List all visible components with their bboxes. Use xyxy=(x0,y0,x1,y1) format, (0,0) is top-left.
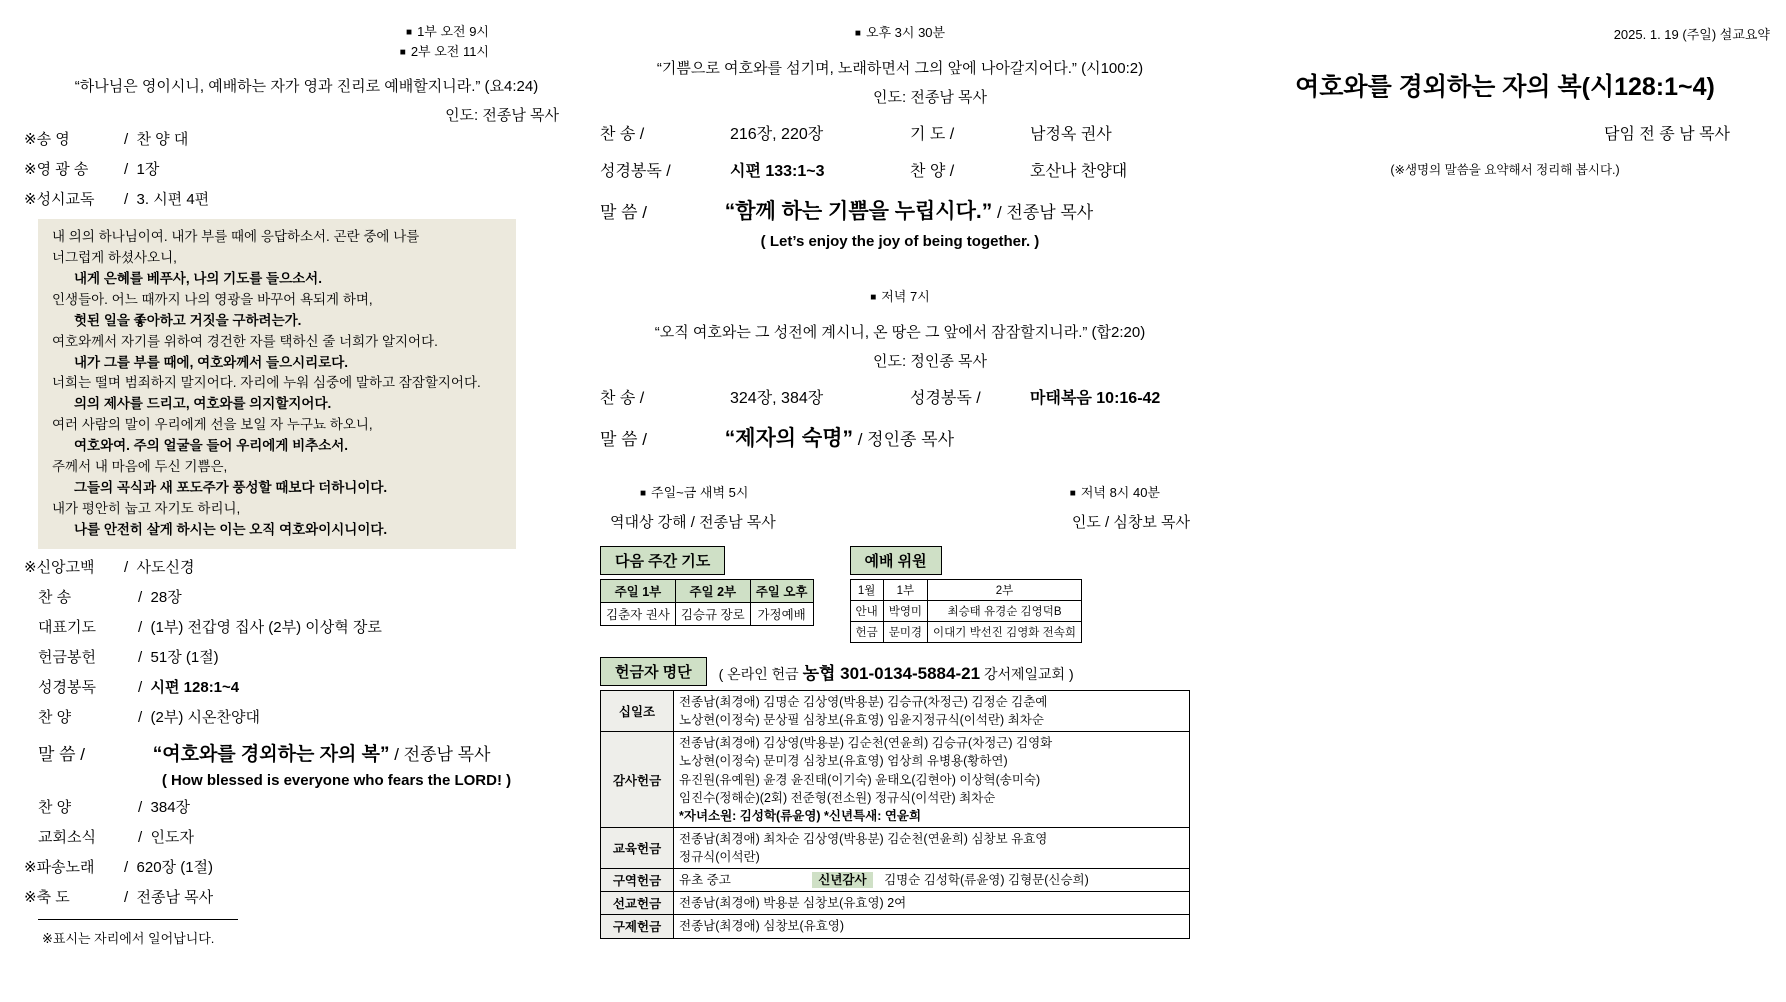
order-sep: / xyxy=(124,191,137,208)
donor-line: 임진수(정해순)(2회) 전준형(전소원) 정규식(이석란) 최차순 xyxy=(679,790,996,805)
order-value: 찬 양 대 xyxy=(136,131,189,148)
prayer-block xyxy=(600,532,814,626)
responsive-line: 너희는 떨며 범죄하지 말지어다. 자리에 누워 심중에 말하고 잠잠할지어다. xyxy=(52,375,481,391)
dawn-and-night-times xyxy=(600,482,1200,501)
order-sep: / xyxy=(138,798,151,816)
responsive-line: 내가 평안히 눕고 자기도 하리니, xyxy=(52,500,241,516)
afternoon-time-label: 오후 3시 30분 xyxy=(865,25,946,40)
order-label: ※파송노래 xyxy=(24,858,95,876)
scripture-value: 시편 133:1~3 xyxy=(730,163,825,180)
donor-line: 정규식(이석란) xyxy=(679,850,760,864)
footnote: ※표시는 자리에서 일어납니다. xyxy=(42,930,215,946)
order-item xyxy=(24,613,589,643)
order-list-middle xyxy=(24,553,589,733)
donor-category: 교육헌금 xyxy=(601,827,674,868)
prayer-value: 김승규 장로 xyxy=(675,603,750,626)
responsive-reading xyxy=(38,219,516,549)
donor-category: 구제헌금 xyxy=(601,915,674,938)
table-row xyxy=(601,580,814,603)
dawn-and-night-details xyxy=(600,511,1200,532)
order-sep: / xyxy=(124,161,137,178)
order-label: 찬 송 xyxy=(38,588,72,606)
order-item xyxy=(24,883,589,913)
order-sep: / xyxy=(138,588,151,606)
responsive-line: 주께서 내 마음에 두신 기쁨은, xyxy=(52,459,228,475)
sermon-label: 말 씀 / xyxy=(600,203,648,222)
responsive-line: 의의 제사를 드리고, 여호와를 의지할지어다. xyxy=(74,396,332,412)
table-row xyxy=(850,580,1081,601)
committee-role: 헌금 xyxy=(850,622,883,643)
evening-row xyxy=(600,385,1200,408)
bank-account: 농협 301-0134-5884-21 xyxy=(802,664,981,683)
order-item xyxy=(24,853,589,883)
prayer-header: 주일 1부 xyxy=(601,580,676,603)
prayer-and-committee xyxy=(600,532,1200,643)
donor-line: 노상현(이정숙) 문미경 심창보(유효영) 엄상희 유병용(황하연) xyxy=(679,754,1008,769)
order-item xyxy=(24,583,589,613)
committee-part1: 박영미 xyxy=(883,601,927,622)
table-row xyxy=(601,869,1190,892)
sermon-preacher: / 정인종 목사 xyxy=(857,430,955,449)
responsive-line: 여호와여. 주의 얼굴을 들어 우리에게 비추소서. xyxy=(74,438,349,454)
evening-time-label: 저녁 7시 xyxy=(881,289,930,304)
order-sep: / xyxy=(124,558,137,576)
order-value: 51장 (1절) xyxy=(150,648,219,666)
order-item xyxy=(24,703,589,733)
donor-line: 유초 중고 xyxy=(679,873,731,888)
square-bullet-icon: ■ xyxy=(854,28,861,40)
choir-label: 찬 양 / xyxy=(910,163,955,180)
order-value: 인도자 xyxy=(150,828,194,846)
order-sep: / xyxy=(138,708,151,726)
order-value: (1부) 전갑영 집사 (2부) 이상혁 장로 xyxy=(150,618,382,636)
scripture-label: 성경봉독 / xyxy=(600,163,671,180)
donor-line: 노상현(이정숙) 문상필 심창보(유효영) 임윤지정규식(이석란) 최차순 xyxy=(679,713,1044,728)
table-row xyxy=(601,691,1190,732)
responsive-line: 여호와께서 자기를 위하여 경건한 자를 택하신 줄 너희가 알지어다. xyxy=(52,333,438,349)
donor-names xyxy=(674,732,1190,828)
order-item xyxy=(24,793,589,823)
online-suffix: 강서제일교회 ) xyxy=(983,666,1074,682)
committee-section-title: 예배 위원 xyxy=(850,546,942,575)
evening-service-time xyxy=(600,286,1200,305)
table-row xyxy=(601,732,1190,828)
order-label: 헌금봉헌 xyxy=(38,648,96,666)
donor-names xyxy=(674,869,1190,892)
square-bullet-icon: ■ xyxy=(406,27,413,39)
sermon-label: 말 씀 / xyxy=(600,430,648,449)
committee-col2: 2부 xyxy=(928,580,1082,601)
order-label: ※성시교독 xyxy=(24,191,95,208)
bulletin-date: 2025. 1. 19 (주일) 설교요약 xyxy=(1613,27,1770,42)
responsive-line: 헛된 일을 좋아하고 거짓을 구하려는가. xyxy=(74,312,302,328)
hymn-value: 324장, 384장 xyxy=(730,390,824,407)
order-label: ※영 광 송 xyxy=(24,161,89,178)
scripture-value: 마태복음 10:16-42 xyxy=(1030,390,1161,407)
order-label: 교회소식 xyxy=(38,828,96,846)
order-label: 성경봉독 xyxy=(38,678,96,696)
donor-line: 전종남(최경애) 김명순 김상영(박용분) 김승규(차정근) 김정순 김춘예 xyxy=(679,695,1048,709)
responsive-line: 내가 그를 부를 때에, 여호와께서 들으시리로다. xyxy=(74,354,349,370)
table-row xyxy=(601,892,1190,915)
donor-line: 전종남(최경애) 최차순 김상영(박용분) 김순천(연윤희) 심창보 유효영 xyxy=(679,831,1048,846)
preacher-name: 담임 전 종 남 목사 xyxy=(1604,126,1730,143)
donor-line: 유진원(유예원) 윤경 윤진태(이기숙) 윤태오(김현아) 이상혁(송미숙) xyxy=(679,772,1041,787)
prayer-value: 김춘자 권사 xyxy=(601,603,676,626)
donors-section-title: 헌금자 명단 xyxy=(600,657,707,686)
sermon-preacher: / 전종남 목사 xyxy=(394,744,491,764)
square-bullet-icon: ■ xyxy=(1069,488,1076,500)
order-label: 찬 양 xyxy=(38,708,72,726)
dawn-time: ■ 주일~금 새벽 5시 xyxy=(640,485,749,500)
order-value: (2부) 시온찬양대 xyxy=(150,708,260,726)
donor-line: 전종남(최경애) 김상영(박용분) 김순천(연윤희) 김승규(차정근) 김영화 xyxy=(679,736,1053,751)
night-detail: 인도 / 심창보 목사 xyxy=(1071,514,1190,531)
afternoon-sermon-row xyxy=(600,195,1200,225)
hymn-label: 찬 송 / xyxy=(600,390,645,407)
order-item xyxy=(24,823,589,853)
sermon-preacher: / 전종남 목사 xyxy=(996,203,1094,222)
order-list-bottom xyxy=(24,793,589,913)
order-value-scripture: 시편 128:1~4 xyxy=(150,678,240,696)
committee-table xyxy=(850,579,1082,643)
donor-names: 전종남(최경애) 심창보(유효영) xyxy=(674,915,1190,938)
choir-value: 호산나 찬양대 xyxy=(1030,163,1128,180)
divider xyxy=(38,919,238,920)
service-leader: 인도: 전종남 목사 xyxy=(445,107,559,124)
order-value: 1장 xyxy=(136,161,160,178)
order-item xyxy=(24,125,589,155)
afternoon-row xyxy=(600,158,1200,181)
order-label: ※축 도 xyxy=(24,888,70,906)
committee-col1: 1부 xyxy=(883,580,927,601)
online-prefix: ( 온라인 헌금 xyxy=(718,666,799,682)
sermon-title: “제자의 숙명” xyxy=(724,427,853,450)
service-time-2: 2부 오전 11시 xyxy=(410,43,489,59)
online-offering-info xyxy=(719,659,1074,684)
donor-names xyxy=(674,827,1190,868)
donor-category: 선교헌금 xyxy=(601,892,674,915)
prayer-label: 기 도 / xyxy=(910,126,955,143)
order-value: 384장 xyxy=(150,798,191,816)
donor-line: 김명순 김성학(류윤영) 김형문(신승희) xyxy=(884,873,1089,888)
sermon-title: “함께 하는 기쁨을 누립시다.” xyxy=(724,200,993,223)
summary-note: (※생명의 말씀을 요약해서 정리해 봅시다.) xyxy=(1390,163,1620,177)
service-time-1: 1부 오전 9시 xyxy=(417,24,489,39)
order-label: 찬 양 xyxy=(38,798,72,816)
order-label: ※송 영 xyxy=(24,131,70,148)
hymn-value: 216장, 220장 xyxy=(730,126,824,143)
hymn-label: 찬 송 / xyxy=(600,126,645,143)
donors-header xyxy=(600,657,1200,686)
order-item xyxy=(24,185,589,215)
afternoon-leader: 인도: 전종남 목사 xyxy=(873,89,987,106)
donor-names: 전종남(최경애) 박용분 심창보(유효영) 2여 xyxy=(674,892,1190,915)
evening-sermon-row xyxy=(600,422,1200,452)
order-sep: / xyxy=(124,888,137,906)
square-bullet-icon: ■ xyxy=(870,292,877,304)
square-bullet-icon: ■ xyxy=(399,46,406,58)
responsive-line: 나를 안전히 살게 하시는 이는 오직 여호와이시니이다. xyxy=(74,521,388,537)
order-sep: / xyxy=(138,828,151,846)
evening-verse: “오직 여호와는 그 성전에 계시니, 온 땅은 그 앞에서 잠잠할지니라.” (합2:20) xyxy=(654,324,1146,341)
table-row xyxy=(601,603,814,626)
order-item xyxy=(24,155,589,185)
sermon-title-english: ( How blessed is everyone who fears the LORD! ) xyxy=(161,771,512,789)
committee-part2: 이대기 박선진 김영화 전속희 xyxy=(928,622,1082,643)
column-sermon-summary xyxy=(1240,0,1770,178)
order-value: 620장 (1절) xyxy=(136,858,214,876)
prayer-section-title: 다음 주간 기도 xyxy=(600,546,725,575)
order-sep: / xyxy=(138,648,151,666)
table-row xyxy=(601,827,1190,868)
table-row xyxy=(850,601,1081,622)
column-other-services xyxy=(600,0,1200,939)
committee-role: 안내 xyxy=(850,601,883,622)
order-value: 전종남 목사 xyxy=(136,888,214,906)
column-order-of-worship xyxy=(24,0,589,947)
order-label: 대표기도 xyxy=(38,618,96,636)
donor-names xyxy=(674,691,1190,732)
donor-line-special: *자녀소원: 김성학(류윤영) *신년특새: 연윤희 xyxy=(679,808,922,823)
order-sep: / xyxy=(138,678,151,696)
service-times xyxy=(24,22,589,61)
prayer-table xyxy=(600,579,814,626)
donor-category: 십일조 xyxy=(601,691,674,732)
afternoon-service-time xyxy=(600,22,1200,41)
donor-category: 구역헌금 xyxy=(601,869,674,892)
order-value: 사도신경 xyxy=(136,558,195,576)
table-row xyxy=(850,622,1081,643)
prayer-value: 가정예배 xyxy=(750,603,813,626)
prayer-value: 남정옥 권사 xyxy=(1030,126,1112,143)
committee-month: 1월 xyxy=(850,580,883,601)
responsive-line: 내게 은혜를 베푸사, 나의 기도를 들으소서. xyxy=(74,270,322,286)
responsive-line: 그들의 곡식과 새 포도주가 풍성할 때보다 더하니이다. xyxy=(74,480,388,496)
square-bullet-icon: ■ xyxy=(640,488,647,500)
donor-badge: 신년감사 xyxy=(812,872,872,888)
responsive-line: 인생들아. 어느 때까지 나의 영광을 바꾸어 욕되게 하며, xyxy=(52,291,373,307)
prayer-header: 주일 오후 xyxy=(750,580,813,603)
sermon-row xyxy=(24,739,589,766)
order-value: 28장 xyxy=(150,588,182,606)
table-row xyxy=(601,915,1190,938)
scripture-label: 성경봉독 / xyxy=(910,390,981,407)
committee-part1: 문미경 xyxy=(883,622,927,643)
night-time: ■ 저녁 8시 40분 xyxy=(1069,485,1160,500)
order-value: 3. 시편 4편 xyxy=(136,191,210,208)
responsive-line: 내 의의 하나님이여. 내가 부를 때에 응답하소서. 곤란 중에 나를 xyxy=(52,229,420,244)
responsive-line: 너그럽게 하셨사오니, xyxy=(52,249,177,265)
page-title: 여호와를 경외하는 자의 복(시128:1~4) xyxy=(1295,73,1715,101)
sermon-title: “여호와를 경외하는 자의 복” xyxy=(152,743,390,765)
order-list-top xyxy=(24,125,589,215)
dawn-detail: 역대상 강해 / 전종남 목사 xyxy=(610,514,776,531)
committee-block xyxy=(850,532,1082,643)
order-sep: / xyxy=(138,618,151,636)
order-item xyxy=(24,643,589,673)
donor-category: 감사헌금 xyxy=(601,732,674,828)
afternoon-verse: “기쁨으로 여호와를 섬기며, 노래하면서 그의 앞에 나아갈지어다.” (시100:2) xyxy=(656,60,1144,77)
order-item xyxy=(24,553,589,583)
committee-part2: 최승태 유경순 김영덕B xyxy=(928,601,1082,622)
afternoon-sermon-english: ( Let’s enjoy the joy of being together. ) xyxy=(760,233,1040,250)
order-sep: / xyxy=(124,131,137,148)
prayer-header: 주일 2부 xyxy=(675,580,750,603)
opening-verse: “하나님은 영이시니, 예배하는 자가 영과 진리로 예배할지니라.” (요4:24) xyxy=(74,78,539,95)
order-sep: / xyxy=(124,858,137,876)
order-item xyxy=(24,673,589,703)
responsive-line: 여러 사람의 말이 우리에게 선을 보일 자 누구뇨 하오니, xyxy=(52,417,373,433)
afternoon-row xyxy=(600,121,1200,144)
sermon-label: 말 씀 / xyxy=(38,744,86,764)
donors-table xyxy=(600,690,1190,939)
evening-leader: 인도: 정인종 목사 xyxy=(873,353,987,370)
order-label: ※신앙고백 xyxy=(24,558,95,576)
